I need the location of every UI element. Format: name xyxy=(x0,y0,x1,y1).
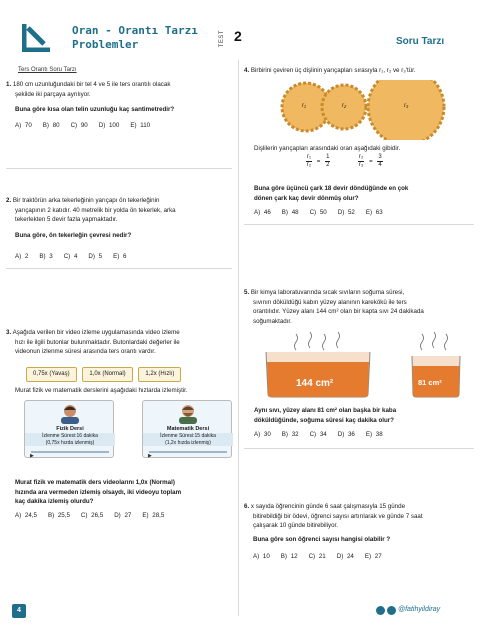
gears-diagram xyxy=(276,80,476,140)
q4-question: Buna göre üçüncü çark 18 devir döndüğünde en çok dönen çark kaç devir dönmüş olur? A) 46 B) 48 C) 50 D) 52 E) 63 xyxy=(254,184,474,218)
beaker-large-label: 144 cm² xyxy=(296,378,334,389)
style-label: Soru Tarzı xyxy=(396,36,445,47)
play-icon[interactable]: ▶ xyxy=(30,453,34,459)
chapter-title: Oran - Orantı Tarzı Problemler xyxy=(72,24,198,51)
q1-options: A) 70 B) 80 C) 90 D) 100 E) 110 xyxy=(15,121,151,129)
question-5: 5. Bir kimya laboratuvarında sıcak sıvıların soğuma süresi, sıvının döküldüğü kabın yüzey alanının karekökü ile ters orantılıdır. Yüzey alanı 144 cm² olan bir kapta sıvı 24 dakikada soğumaktadır. xyxy=(244,289,424,325)
question-6: 6. x sayıda öğrencinin günde 6 saat çalışmasıyla 15 günde bitirebildiği bir ödevi, öğrenci sayısı artırılarak ve günde 7 saat çalışarak 10 günde bitirebiliyor. Buna göre son öğrenci sayısı hangisi olabilir ? A) 10 B) 12 C) 21 D) 24 E) 27 xyxy=(244,502,474,562)
youtube-icon xyxy=(376,606,385,615)
beaker-small-label: 81 cm² xyxy=(418,378,442,387)
gear-label-r3: r₃ xyxy=(404,103,409,109)
q3-options: A) 24,5 B) 25,5 C) 26,5 D) 27 E) 28,5 xyxy=(15,511,165,519)
question-3: 3. Aşağıda verilen bir video izleme uygulamasında video izleme hızı ile ilgili butonlar bulunmaktadır. Butonlardaki değerler ile videonun izlenme süresi arasında ters orantı vardır. xyxy=(6,329,180,356)
question-1: 1. 180 cm uzunluğundaki bir tel 4 ve 5 ile ters orantılı olacak şekilde iki parçaya ayrılıyor. Buna göre kısa olan telin uzunluğu kaç santimetredir? A) 70 B) 80 C) 90 D) 100 E) 110 xyxy=(6,80,232,130)
speed-normal-button[interactable]: 1,0x (Normal) xyxy=(82,367,132,382)
video-progress-bar[interactable] xyxy=(31,451,109,453)
divider xyxy=(6,168,232,169)
divider xyxy=(244,224,474,225)
test-label: TEST xyxy=(219,30,225,48)
author-handle: @fatihyildiray xyxy=(398,606,441,613)
divider xyxy=(6,268,232,269)
q2-options: A) 2 B) 3 C) 4 D) 5 E) 6 xyxy=(15,253,127,261)
test-number: 2 xyxy=(234,28,242,44)
teacher-avatar xyxy=(59,404,81,424)
q4-options: A) 46 B) 48 C) 50 D) 52 E) 63 xyxy=(254,209,383,217)
video-progress-bar[interactable] xyxy=(149,451,227,453)
q3-question: Murat fizik ve matematik ders videolarını 1,0x (Normal) hızında ara vermeden izlemiş olsaydı, iki videoyu toplam kaç dakika izlemiş olurdu? A) 24,5 B) 25,5 C) 26,5 D) 27 E) 28,5 xyxy=(15,478,235,520)
q4-text2: Dişlilerin yarıçapları arasındaki oran aşağıdaki gibidir. xyxy=(254,145,401,152)
q5-options: A) 30 B) 32 C) 34 D) 36 E) 38 xyxy=(254,431,383,439)
ratio-1: $\frac{\text{r₁}}{\text{r₂}}$ = $\frac{1}{2}$ xyxy=(306,154,330,168)
section-subtitle: Ters Orantı Soru Tarzı xyxy=(18,67,77,73)
social-icons xyxy=(376,606,396,619)
gear-label-r2: r₂ xyxy=(342,103,347,109)
gear-label-r1: r₁ xyxy=(302,103,306,109)
teacher-avatar xyxy=(177,404,199,424)
divider xyxy=(244,448,474,449)
question-4: 4. Birbirini çeviren üç dişlinin yarıçapları sırasıyla r₁, r₂ ve r₃'tür. xyxy=(244,67,416,74)
q6-options: A) 10 B) 12 C) 21 D) 24 E) 27 xyxy=(253,553,382,561)
instagram-icon xyxy=(387,606,396,615)
video-card-math[interactable]: Matematik Dersi İzlenme Süresi:15 dakika (1,2x hızda izlenmiş) ▶ xyxy=(142,400,232,458)
ratio-2: $\frac{\text{r₂}}{\text{r₃}}$ = $\frac{3}{4}$ xyxy=(358,154,382,168)
column-divider xyxy=(238,60,239,616)
q5-question: Aynı sıvı, yüzey alanı 81 cm² olan başka bir kaba döküldüğünde, soğuma süresi kaç dakika olur? A) 30 B) 32 C) 34 D) 36 E) 38 xyxy=(254,406,474,440)
question-2: 2. Bir traktörün arka tekerleğinin yarıçapı ön tekerleğinin yarıçapının 2 katıdır. 40 metrelik bir yolda ön tekerlek, arka tekerlekten 5 devir fazla yapmaktadır. Buna göre, ön tekerleğin çevresi nedir? A) 2 B) 3 C) 4 D) 5 E) 6 xyxy=(6,196,232,262)
play-icon[interactable]: ▶ xyxy=(148,453,152,459)
video-card-physics[interactable]: Fizik Dersi İzlenme Süresi:16 dakika (0,75x hızda izlenmiş) ▶ xyxy=(24,400,114,458)
steam-icon xyxy=(295,332,448,350)
speed-fast-button[interactable]: 1,2x (Hızlı) xyxy=(138,367,181,382)
page-number: 4 xyxy=(12,604,26,618)
beakers-illustration xyxy=(256,328,476,398)
speed-buttons xyxy=(26,367,236,382)
q3-text4: Murat fizik ve matematik derslerini aşağıdaki hızlarda izlemiştir. xyxy=(15,387,188,394)
logo-mark xyxy=(22,22,52,52)
speed-slow-button[interactable]: 0,75x (Yavaş) xyxy=(26,367,77,382)
